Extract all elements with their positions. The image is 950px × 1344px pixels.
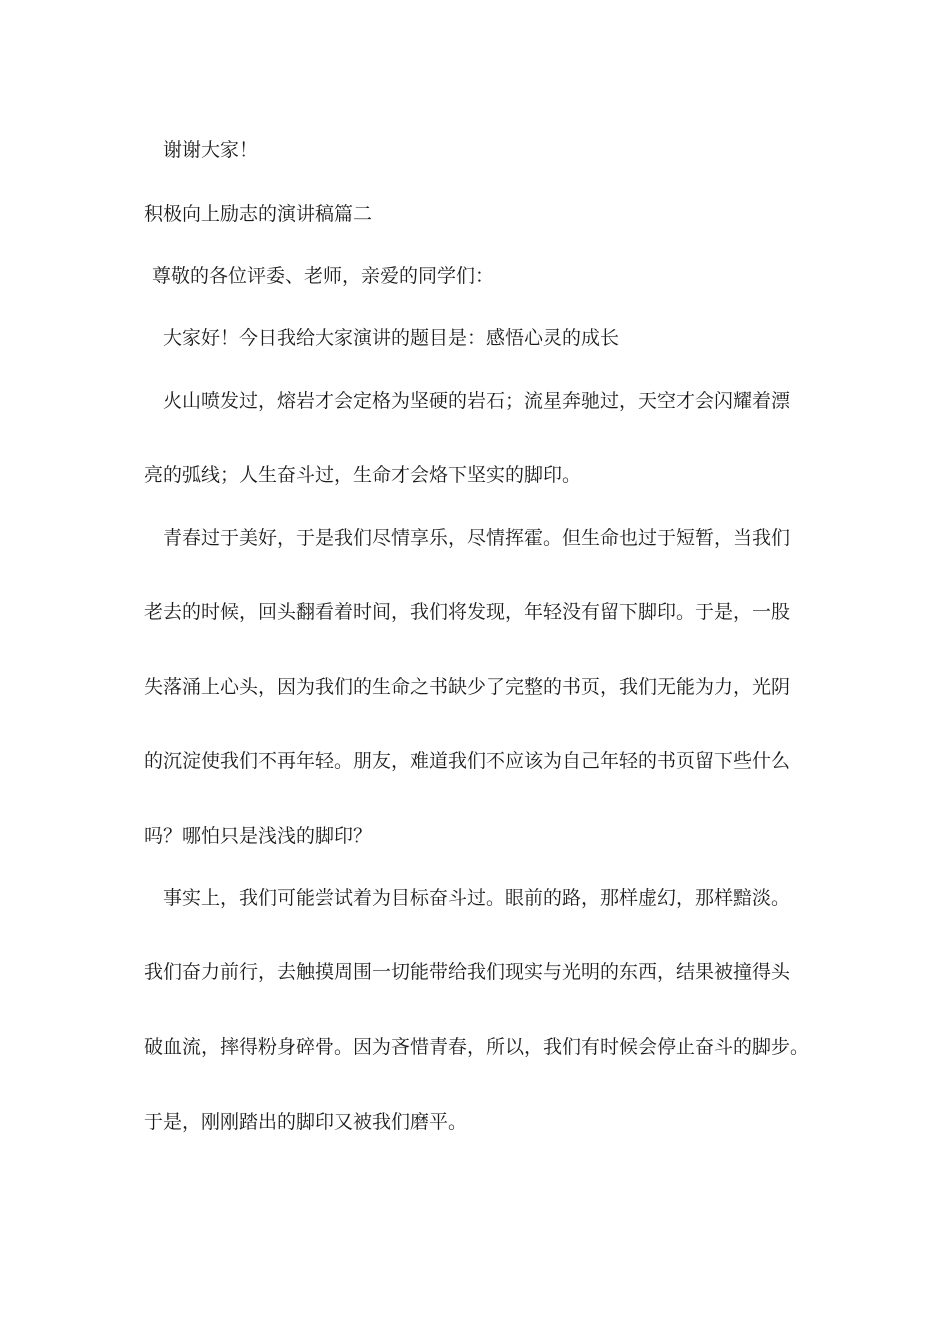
paragraph-2-line-5: 吗？哪怕只是浅浅的脚印？ [144, 825, 373, 847]
section-heading: 积极向上励志的演讲稿篇二 [144, 203, 373, 225]
paragraph-3-line-1: 事实上，我们可能尝试着为目标奋斗过。眼前的路，那样虚幻，那样黯淡。 [163, 887, 791, 909]
greeting-line: 大家好！今日我给大家演讲的题目是：感悟心灵的成长 [163, 327, 620, 349]
paragraph-3-line-3: 破血流，摔得粉身碎骨。因为吝惜青春，所以，我们有时候会停止奋斗的脚步。 [144, 1036, 810, 1058]
paragraph-2-line-3: 失落涌上心头，因为我们的生命之书缺少了完整的书页，我们无能为力，光阴 [144, 676, 791, 698]
paragraph-1-line-2: 亮的弧线；人生奋斗过，生命才会烙下坚实的脚印。 [144, 464, 582, 486]
paragraph-2-line-4: 的沉淀使我们不再年轻。朋友，难道我们不应该为自己年轻的书页留下些什么 [144, 750, 791, 772]
salutation: 尊敬的各位评委、老师，亲爱的同学们： [152, 265, 495, 287]
paragraph-1-line-1: 火山喷发过，熔岩才会定格为坚硬的岩石；流星奔驰过，天空才会闪耀着漂 [163, 390, 791, 412]
paragraph-3-line-2: 我们奋力前行，去触摸周围一切能带给我们现实与光明的东西，结果被撞得头 [144, 961, 791, 983]
closing-thanks: 谢谢大家！ [163, 139, 259, 161]
paragraph-2-line-1: 青春过于美好，于是我们尽情享乐，尽情挥霍。但生命也过于短暂，当我们 [163, 527, 791, 549]
paragraph-2-line-2: 老去的时候，回头翻看着时间，我们将发现，年轻没有留下脚印。于是，一股 [144, 601, 791, 623]
paragraph-3-line-4: 于是，刚刚踏出的脚印又被我们磨平。 [144, 1111, 468, 1133]
